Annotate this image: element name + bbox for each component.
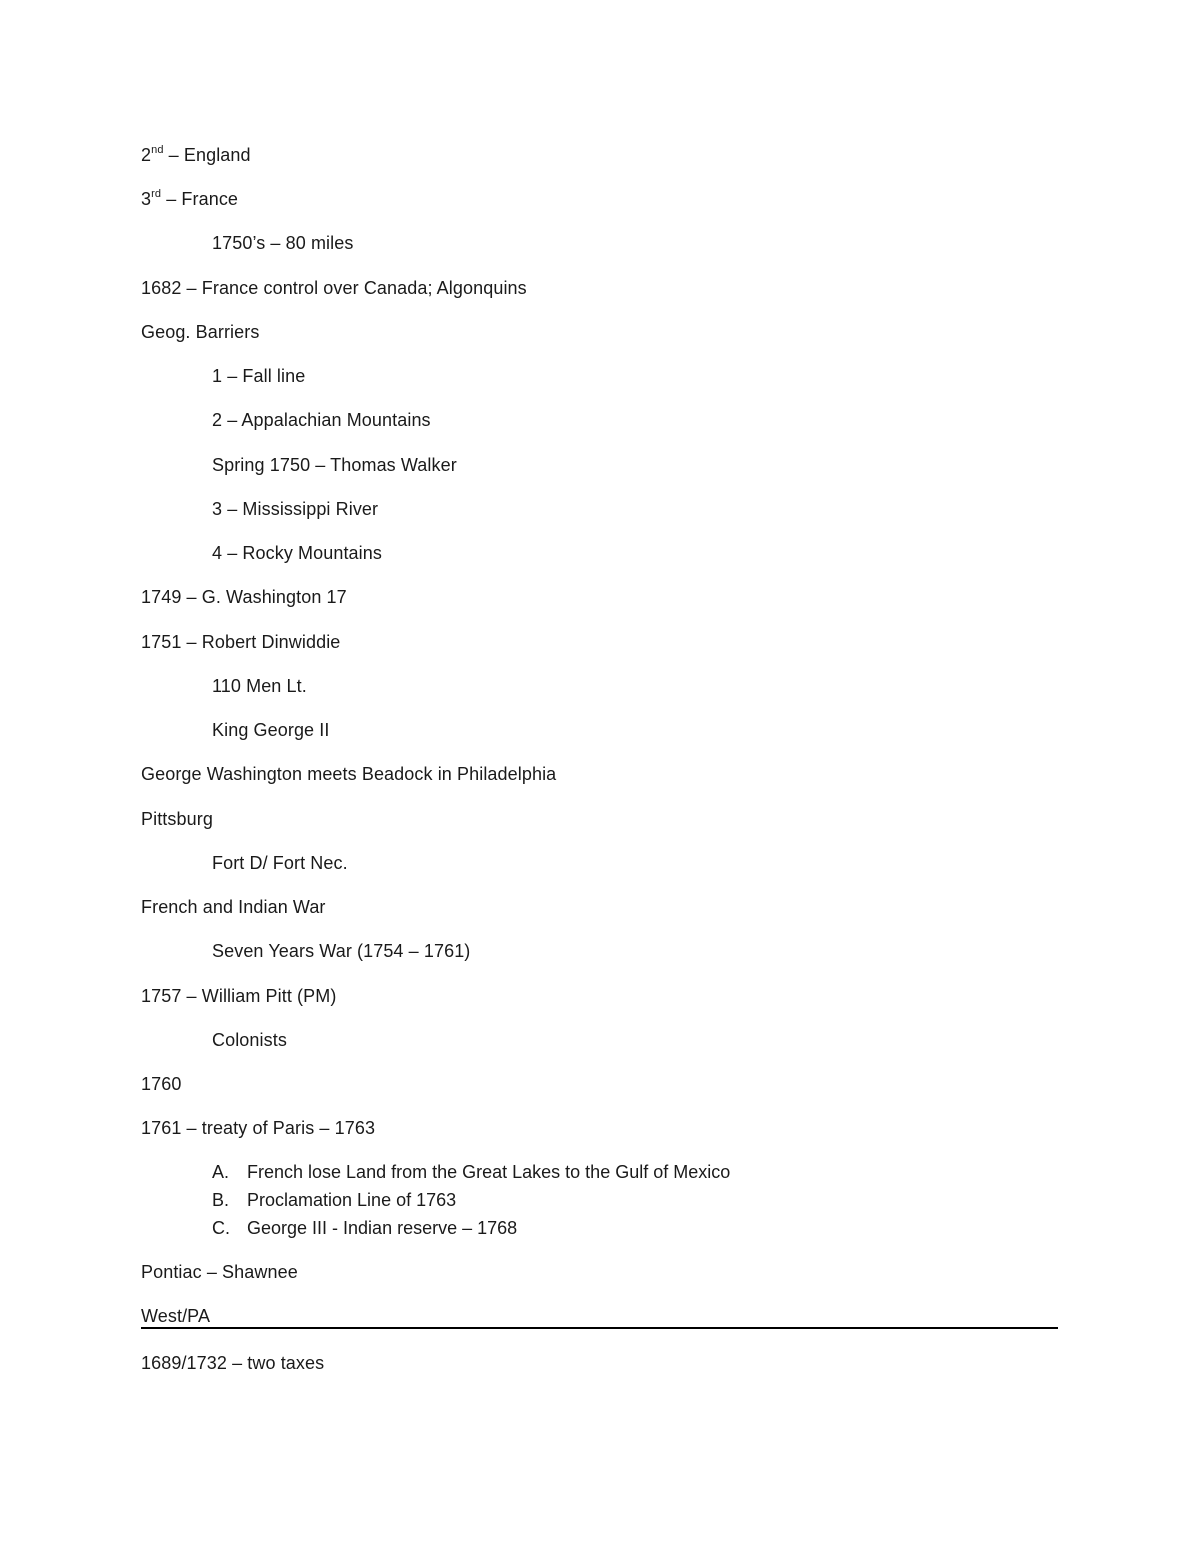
note-text: – England [163,145,251,165]
note-line-1757: 1757 – William Pitt (PM) [141,986,337,1006]
list-item-text: George III - Indian reserve – 1768 [247,1218,518,1238]
list-item-text: Proclamation Line of 1763 [247,1190,457,1210]
list-item [212,1217,517,1239]
list-item [212,1161,730,1183]
note-heading-french-indian-war: French and Indian War [141,897,326,917]
list-marker: A. [212,1162,230,1182]
note-line-1751: 1751 – Robert Dinwiddie [141,632,341,652]
note-line-thomas-walker: Spring 1750 – Thomas Walker [212,455,457,475]
note-line-1760: 1760 [141,1074,182,1094]
note-line-colonists: Colonists [212,1030,287,1050]
note-line-france [141,188,238,210]
note-line-washington-meets: George Washington meets Beadock in Philadelphia [141,764,557,784]
note-text: – France [161,189,239,209]
note-line-king-george: King George II [212,720,330,740]
note-line-appalachian: 2 – Appalachian Mountains [212,410,431,430]
note-line-england [141,144,251,166]
list-item [212,1189,456,1211]
note-line-fort: Fort D/ Fort Nec. [212,853,348,873]
note-line-seven-years-war: Seven Years War (1754 – 1761) [212,941,471,961]
note-line-110-men: 110 Men Lt. [212,676,307,696]
note-line-west-pa: West/PA [141,1306,211,1326]
note-line-two-taxes: 1689/1732 – two taxes [141,1353,325,1373]
horizontal-divider [141,1327,1058,1329]
note-line-1749: 1749 – G. Washington 17 [141,587,347,607]
note-line-1682: 1682 – France control over Canada; Algonquins [141,278,527,298]
note-heading-geog-barriers: Geog. Barriers [141,322,260,342]
note-line-treaty-of-paris: 1761 – treaty of Paris – 1763 [141,1118,376,1138]
note-line-fall-line: 1 – Fall line [212,366,306,386]
ordinal-suffix: rd [151,188,162,200]
list-marker: B. [212,1190,230,1210]
note-line-1750s: 1750’s – 80 miles [212,233,354,253]
note-line-pontiac: Pontiac – Shawnee [141,1262,298,1282]
list-marker: C. [212,1218,230,1238]
note-line-pittsburg: Pittsburg [141,809,213,829]
list-item-text: French lose Land from the Great Lakes to the Gulf of Mexico [247,1162,731,1182]
note-line-mississippi: 3 – Mississippi River [212,499,379,519]
ordinal-number: 2 [141,145,152,165]
ordinal-suffix: nd [151,144,164,156]
ordinal-number: 3 [141,189,152,209]
note-line-rocky: 4 – Rocky Mountains [212,543,382,563]
